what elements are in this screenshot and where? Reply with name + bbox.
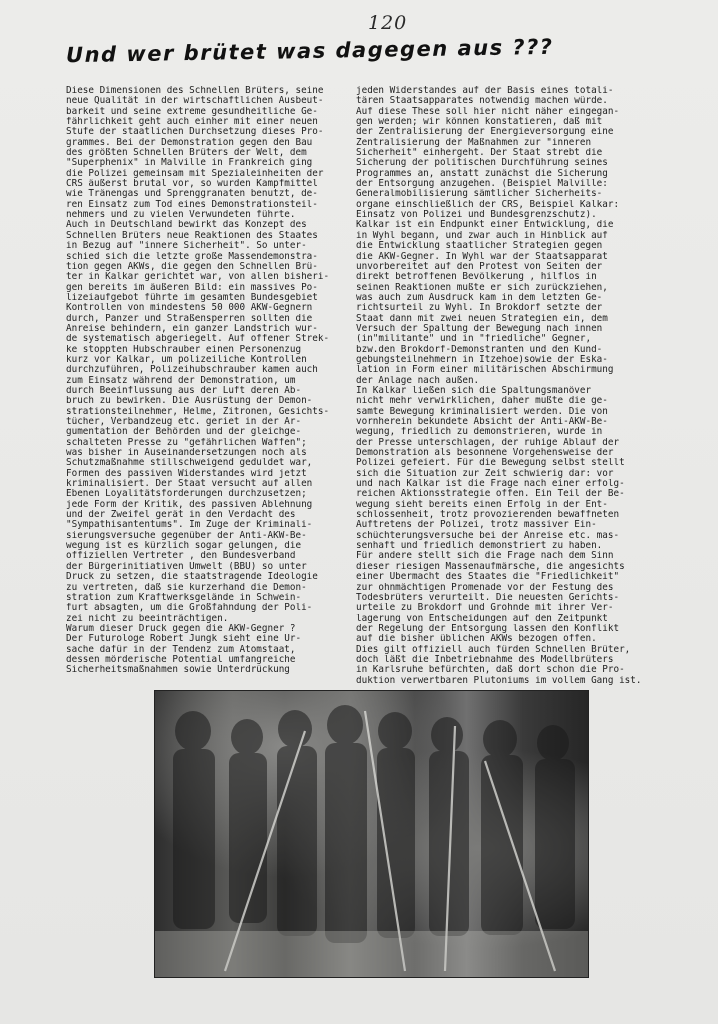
- text-line: ter in Kalkar gerichtet war, von allen bisheri-: [66, 272, 330, 283]
- text-line: Anreise behindern, ein ganzer Landstrich wur-: [66, 323, 318, 334]
- text-line: neue Qualität in der wirtschaftlichen Ausbeut-: [66, 96, 324, 107]
- text-line: "Sympathisantentums". Im Zuge der Kriminali-: [66, 520, 313, 531]
- text-line: zu vertreten, daß sie kurzerhand die Demon-: [66, 582, 307, 593]
- text-line: sich die Situation zur Zeit schwierig dar: vor: [356, 468, 614, 479]
- text-line: urteile zu Brokdorf und Grohnde mit ihrer Ver-: [356, 603, 614, 614]
- text-line: schalteten Presse zu "gefährlichen Waffen";: [66, 437, 307, 448]
- text-line: auf die bisher üblichen AKWs bezogen offen.: [356, 634, 597, 645]
- text-line: dieser riesigen Massenaufmärsche, die angesichts: [356, 561, 625, 572]
- text-line: was auch zum Ausdruck kam in dem letzten Ge-: [356, 292, 603, 303]
- text-line: ren Einsatz zum Tod eines Demonstrationsteil-: [66, 199, 318, 210]
- text-line: zum Einsatz während der Demonstration, um: [66, 375, 296, 386]
- text-line: des größten Schnellen Brüters der Welt, dem: [66, 148, 307, 159]
- text-line: lizeiaufgebot führte im gesamten Bundesgebiet: [66, 292, 318, 303]
- text-line: Sicherheit" einhergeht. Der Staat strebt die: [356, 148, 603, 159]
- text-line: die AKW-Gegner. In Wyhl war der Staatsapparat: [356, 251, 608, 262]
- text-line: tion gegen AKWs, die gegen den Schnellen Brü-: [66, 261, 318, 272]
- text-line: einer Übermacht des Staates die "Friedlichkeit": [356, 572, 620, 583]
- text-line: offiziellen Vertreter , den Bundesverband: [66, 551, 296, 562]
- text-line: und der Zweifel gerät in den Verdacht des: [66, 510, 296, 521]
- text-line: seinen Reaktionen mußte er sich zurückziehen,: [356, 282, 608, 293]
- text-line: der Entsorgung anzugehen. (Beispiel Malville:: [356, 179, 608, 190]
- text-line: Dies gilt offiziell auch fürden Schnellen Brüter,: [356, 644, 631, 655]
- text-line: schied sich die letzte große Massendemonstra-: [66, 251, 318, 262]
- text-line: Kontrollen von mindestens 50 000 AKW-Gegnern: [66, 303, 313, 314]
- text-line: lagerung von Entscheidungen auf den Zeitpunkt: [356, 613, 608, 624]
- text-line: furt absagten, um die Großfahndung der Poli-: [66, 603, 313, 614]
- headline: Und wer brütet was dagegen aus ???: [65, 34, 554, 68]
- text-line: unvorbereitet auf den Protest von Seiten der: [356, 261, 603, 272]
- text-line: in Karlsruhe befürchten, daß dort schon die Pro-: [356, 665, 625, 676]
- text-line: "Superphenix" in Malville in Frankreich ging: [66, 158, 313, 169]
- text-line: lation in Form einer militärischen Abschirmung: [356, 365, 614, 376]
- text-line: durch, Panzer und Straßensperren sollten die: [66, 313, 313, 324]
- text-line: schüchterungsversuche bei der Anreise etc. mas-: [356, 530, 620, 541]
- text-line: wegung ist es kürzlich sogar gelungen, die: [66, 541, 302, 552]
- text-line: und nach Kalkar ist die Frage nach einer erfolg-: [356, 479, 625, 490]
- text-line: Auf diese These soll hier nicht näher eingegan-: [356, 106, 620, 117]
- text-line: Stufe der staatlichen Durchsetzung dieses Pro-: [66, 127, 324, 138]
- text-line: strationsteilnehmer, Helme, Zitronen, Gesichts-: [66, 406, 330, 417]
- text-line: kurz vor Kalkar, um polizeiliche Kontrollen: [66, 354, 307, 365]
- text-line: duktion verwertbaren Plutoniums im vollem Gang ist.: [356, 675, 642, 686]
- text-line: (in"militante" und in "friedliche" Gegner,: [356, 334, 592, 345]
- text-line: in Bezug auf "innere Sicherheit". So unter-: [66, 241, 307, 252]
- page-number: 120: [368, 12, 408, 34]
- text-line: Schutzmaßnahme stillschweigend geduldet war,: [66, 458, 313, 469]
- text-line: ke stoppten Hubschrauber einen Personenzug: [66, 344, 302, 355]
- text-line: senhaft und friedlich demonstriert zu haben.: [356, 541, 603, 552]
- text-line: sache dafür in der Tendenz zum Atomstaat,: [66, 644, 296, 655]
- text-line: Für andere stellt sich die Frage nach dem Sinn: [356, 551, 614, 562]
- text-line: sierungsversuche gegenüber der Anti-AKW-Be-: [66, 530, 307, 541]
- text-line: direkt betroffenen Bevölkerung , hilflos in: [356, 272, 597, 283]
- photo-figures: [155, 691, 588, 977]
- text-line: Auftretens der Polizei, trotz massiver Ein-: [356, 520, 597, 531]
- text-line: Formen des passiven Widerstandes wird jetzt: [66, 468, 307, 479]
- text-line: CRS äußerst brutal vor, so wurden Kampfmittel: [66, 179, 318, 190]
- text-line: der Anlage nach außen.: [356, 375, 480, 386]
- text-line: Staat dann mit zwei neuen Strategien ein, dem: [356, 313, 608, 324]
- text-line: Kalkar ist ein Endpunkt einer Entwicklung, die: [356, 220, 614, 231]
- text-line: Ebenen Loyalitätsforderungen durchzusetzen;: [66, 489, 307, 500]
- text-line: Versuch der Spaltung der Bewegung nach innen: [356, 323, 603, 334]
- text-line: Sicherung der politischen Durchführung seines: [356, 158, 608, 169]
- text-line: der Presse unterschlagen, der ruhige Ablauf der: [356, 437, 620, 448]
- text-line: die Polizei gemeinsam mit Spezialeinheiten der: [66, 168, 324, 179]
- text-line: vornherein bekundete Absicht der Anti-AKW-Be-: [356, 417, 608, 427]
- demonstration-photo: [154, 690, 589, 978]
- text-line: gumentation der Behörden und der gleichge-: [66, 427, 302, 438]
- text-line: de systematisch abgeriegelt. Auf offener Strek-: [66, 334, 330, 345]
- text-line: Auch in Deutschland bewirkt das Konzept des: [66, 220, 307, 231]
- text-line: richtsurteil zu Wyhl. In Brokdorf setzte der: [356, 303, 603, 314]
- text-line: samte Bewegung kriminalisiert werden. Die von: [356, 406, 608, 417]
- text-line: gebungsteilnehmern in Itzehoe)sowie der Eska-: [356, 354, 608, 365]
- text-line: bzw.den Brokdorf-Demonstranten und den Kund-: [356, 344, 603, 355]
- text-line: Zentralisierung der Maßnahmen zur "inneren: [356, 137, 592, 148]
- text-line: doch läßt die Inbetriebnahme des Modellbrüters: [356, 654, 614, 665]
- text-line: durch Beeinflussung aus der Luft deren Ab-: [66, 385, 302, 396]
- text-line: tücher, Verbandzeug etc. geriet in der Ar-: [66, 417, 302, 427]
- text-line: Programmes an, anstatt zunächst die Sicherung: [356, 168, 608, 179]
- text-line: was bisher in Auseinandersetzungen noch als: [66, 448, 307, 459]
- text-line: nicht mehr verwirklichen, daher mußte die ge-: [356, 396, 608, 407]
- text-line: der Regelung der Entsorgung lassen den Konflikt: [356, 623, 620, 634]
- text-line: jeden Widerstandes auf der Basis eines totali-: [356, 86, 614, 96]
- text-line: Diese Dimensionen des Schnellen Brüters, seine: [66, 86, 324, 96]
- text-line: zei nicht zu beeinträchtigen.: [66, 613, 229, 624]
- text-line: in Wyhl begann, und zwar auch in Hinblick auf: [356, 230, 608, 241]
- text-line: tären Staatsapparates notwendig machen würde.: [356, 96, 608, 107]
- text-line: Todesbrüters verurteilt. Die neuesten Gerichts-: [356, 592, 620, 603]
- text-line: die Entwicklung staatlicher Strategien gegen: [356, 241, 603, 252]
- text-line: wegung sieht bereits einen Erfolg in der Ent-: [356, 499, 608, 510]
- text-line: Schnellen Brüters neue Reaktionen des Staates: [66, 230, 318, 241]
- text-line: barkeit und seine extreme gesundheitliche Ge-: [66, 106, 318, 117]
- text-line: Demonstration als besonnene Vorgehensweise der: [356, 448, 614, 459]
- text-line: gen bereits im äußeren Bild: ein massives Po-: [66, 282, 318, 293]
- text-line: reichen Aktionsstrategie offen. Ein Teil der Be-: [356, 489, 625, 500]
- text-line: stration zum Kraftwerksgelände in Schwein-: [66, 592, 302, 603]
- text-line: Generalmobilisierung sämtlicher Sicherheits-: [356, 189, 603, 200]
- text-line: Der Futurologe Robert Jungk sieht eine Ur-: [66, 634, 302, 645]
- text-line: zur ohnmächtigen Promenade vor der Festung des: [356, 582, 614, 593]
- text-line: dessen mörderische Potential umfangreiche: [66, 654, 296, 665]
- text-line: gen werden; wir können konstatieren, daß mit: [356, 117, 603, 128]
- text-line: der Bürgerinitiativen Umwelt (BBU) so unter: [66, 561, 307, 572]
- text-line: Polizei gefeiert. Für die Bewegung selbst stellt: [356, 458, 625, 469]
- text-line: wie Tränengas und Sprenggranaten benutzt, de-: [66, 189, 318, 200]
- text-line: kriminalisiert. Der Staat versucht auf allen: [66, 479, 313, 490]
- text-line: Warum dieser Druck gegen die AKW-Gegner ?: [66, 623, 296, 634]
- text-line: jede Form der Kritik, des passiven Ablehnung: [66, 499, 313, 510]
- text-line: durchzuführen, Polizeihubschrauber kamen auch: [66, 365, 318, 376]
- left-text-column: [66, 86, 356, 686]
- text-line: schlossenheit, trotz provozierenden bewaffneten: [356, 510, 620, 521]
- text-line: grammes. Bei der Demonstration gegen den Bau: [66, 137, 313, 148]
- text-line: Druck zu setzen, die staatstragende Ideologie: [66, 572, 318, 583]
- right-text-column: [356, 86, 688, 691]
- text-line: In Kalkar ließen sich die Spaltungsmanöver: [356, 385, 592, 396]
- text-line: wegung, friedlich zu demonstrieren, wurde in: [356, 427, 603, 438]
- text-line: bruch zu bewirken. Die Ausrüstung der Demon-: [66, 396, 313, 407]
- text-line: der Zentralisierung der Energieversorgung eine: [356, 127, 614, 138]
- text-line: nehmers und zu vielen Verwundeten führte.: [66, 210, 296, 221]
- text-line: fährlichkeit geht auch einher mit einer neuen: [66, 117, 318, 128]
- text-line: Sicherheitsmaßnahmen sowie Unterdrückung: [66, 665, 290, 676]
- text-line: Einsatz von Polizei und Bundesgrenzschutz).: [356, 210, 597, 221]
- text-line: organe einschließlich der CRS, Beispiel Kalkar:: [356, 199, 620, 210]
